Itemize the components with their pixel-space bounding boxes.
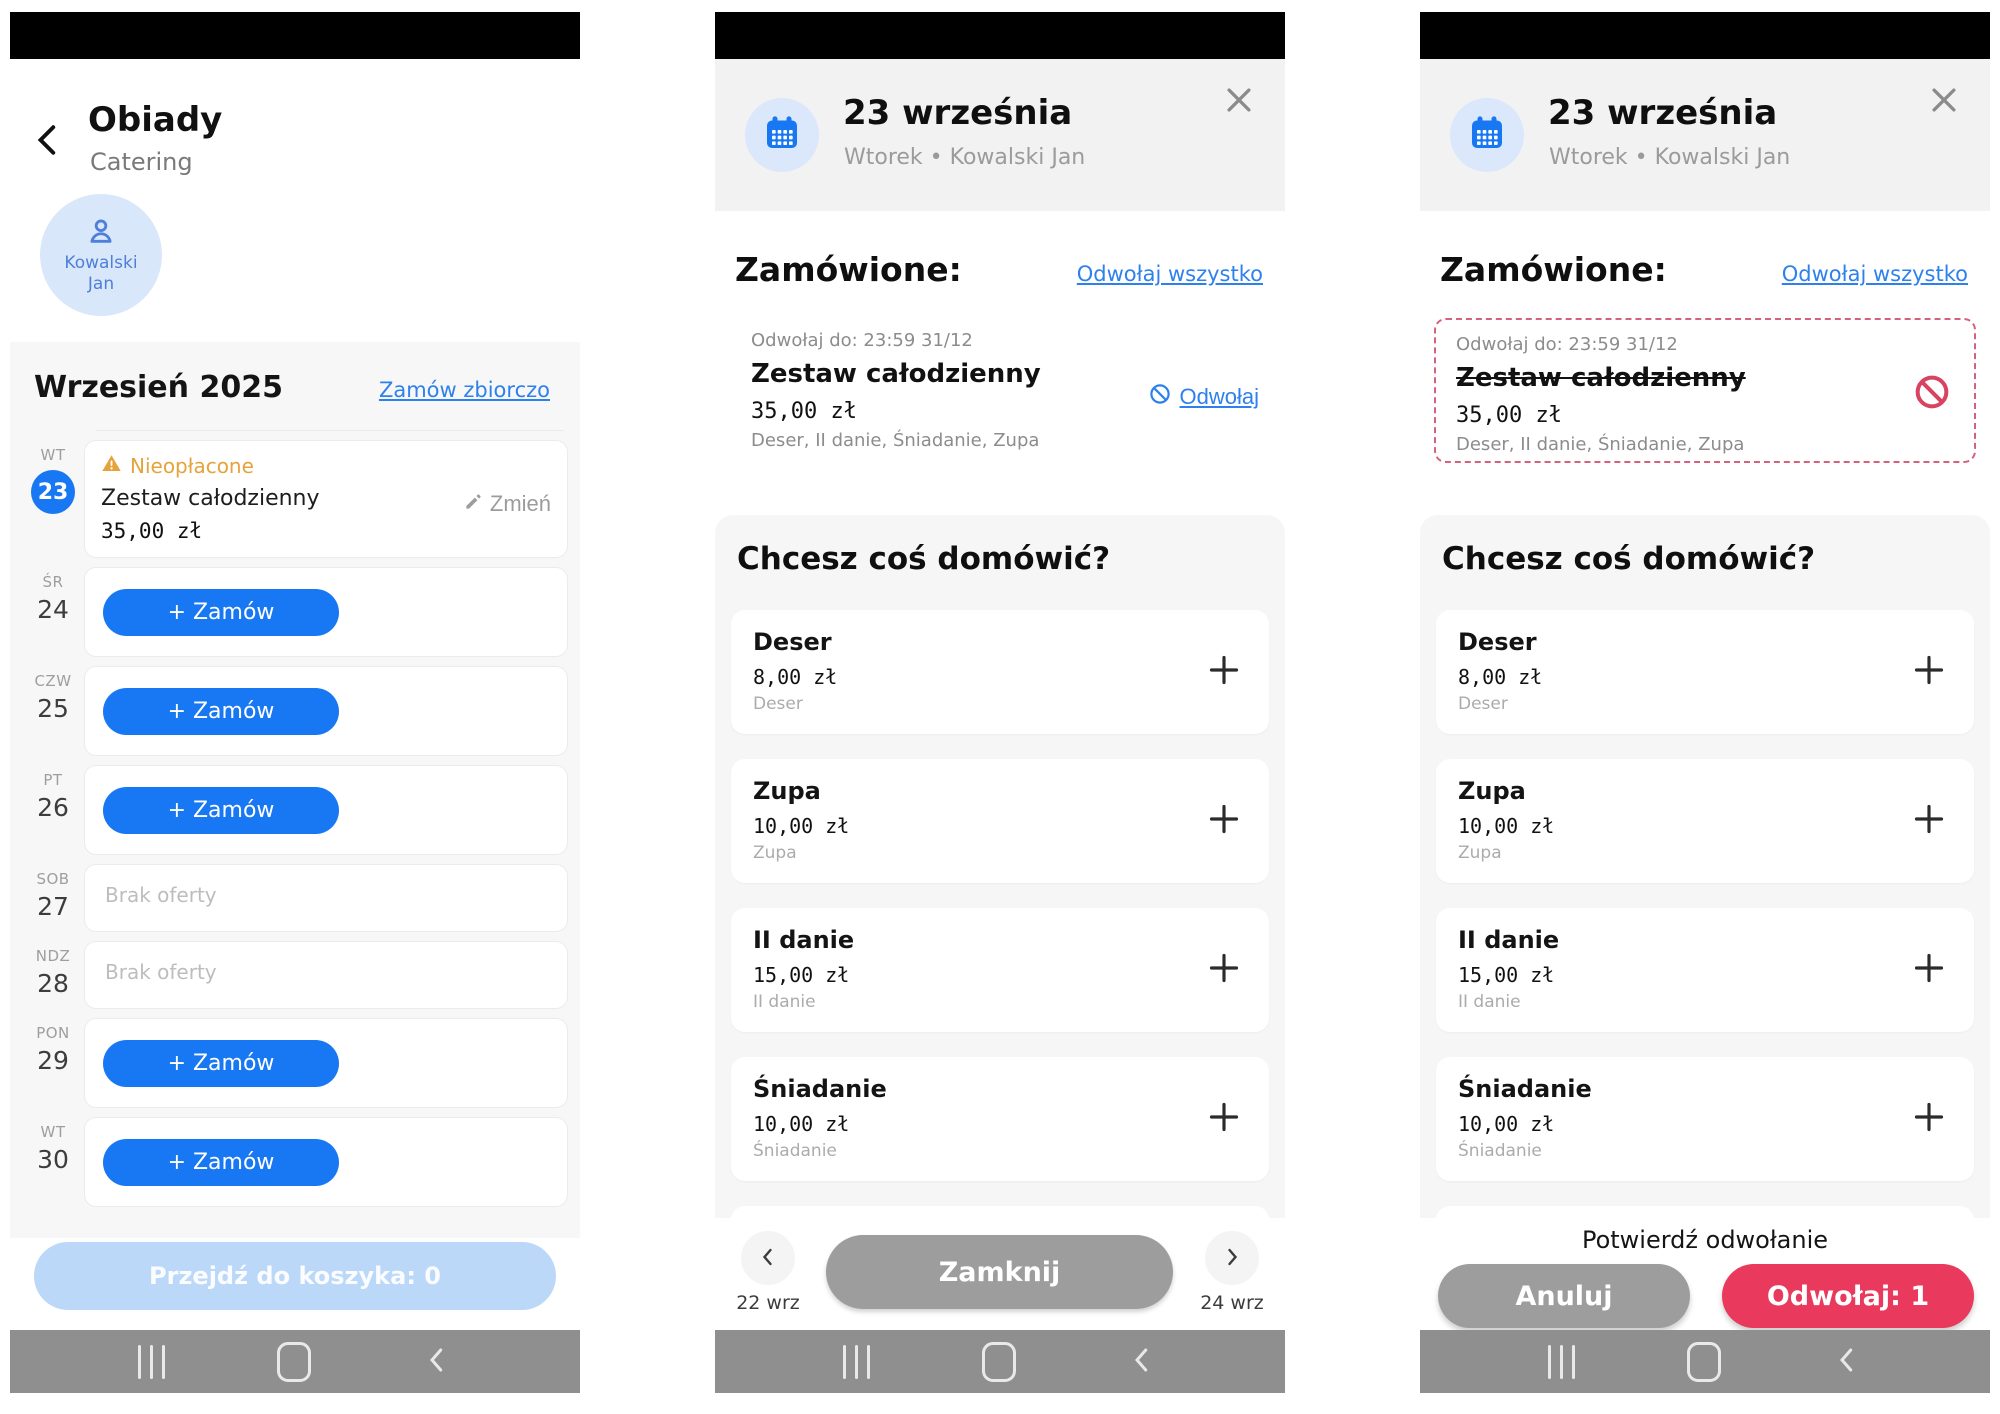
plus-icon: [1204, 827, 1244, 842]
addon-price: 15,00 zł: [1458, 963, 1555, 987]
order-day-button[interactable]: + Zamów: [103, 1040, 339, 1087]
ordered-item-price: 35,00 zł: [751, 399, 857, 424]
day-abbrev: WT: [40, 446, 66, 464]
modal-header: [1420, 59, 1990, 211]
ordered-item-contents: Deser, II danie, Śniadanie, Zupa: [1456, 434, 1745, 455]
addon-name: Zupa: [753, 777, 821, 805]
android-navbar: [10, 1330, 580, 1393]
addon-card: [1436, 610, 1974, 734]
addon-desc: II danie: [753, 992, 816, 1012]
day-abbrev: WT: [40, 1123, 66, 1141]
addon-desc: Zupa: [753, 843, 797, 863]
calendar-badge: [745, 98, 819, 172]
day-abbrev: CZW: [34, 672, 72, 690]
screen-calendar: [10, 12, 580, 1394]
cancel-all-link[interactable]: Odwołaj wszystko: [1076, 262, 1263, 286]
addon-card-partial: [731, 1206, 1269, 1218]
calendar-icon: [1467, 113, 1507, 157]
prev-day-label: 22 wrz: [736, 1292, 800, 1314]
android-navbar: [715, 1330, 1285, 1393]
addon-name: II danie: [1458, 926, 1560, 954]
status-bar: [1420, 12, 1990, 59]
addon-card: [1436, 908, 1974, 1032]
addon-desc: Zupa: [1458, 843, 1502, 863]
cancel-confirmation-button[interactable]: Anuluj: [1438, 1264, 1690, 1328]
addons-heading: Chcesz coś domówić?: [737, 541, 1111, 577]
add-addon-button[interactable]: [1201, 1095, 1247, 1141]
addon-price: 8,00 zł: [1458, 665, 1543, 689]
order-day-button[interactable]: + Zamów: [103, 589, 339, 636]
prohibition-icon: [1912, 372, 1952, 416]
addon-name: Śniadanie: [1458, 1075, 1592, 1103]
status-bar: [10, 12, 580, 59]
day-gutter: [22, 765, 84, 855]
modal-date-subtitle: Wtorek • Kowalski Jan: [1549, 145, 1791, 170]
day-gutter: [22, 864, 84, 932]
order-day-button[interactable]: + Zamów: [103, 1139, 339, 1186]
prohibition-icon: [1148, 382, 1172, 412]
avatar-name-line1: Kowalski: [64, 252, 138, 273]
addon-desc: Deser: [753, 694, 803, 714]
ordered-item-name: Zestaw całodzienny: [751, 359, 1041, 389]
page-subtitle: Catering: [90, 148, 193, 176]
prev-day-button[interactable]: [741, 1231, 795, 1285]
day-row: [22, 440, 568, 558]
addons-heading: Chcesz coś domówić?: [1442, 541, 1816, 577]
day-abbrev: SOB: [36, 870, 70, 888]
recents-icon[interactable]: [843, 1345, 870, 1379]
recents-icon[interactable]: [138, 1345, 165, 1379]
day-number-selected: 23: [31, 470, 75, 514]
day-card: [84, 1018, 568, 1108]
addon-price: 10,00 zł: [1458, 814, 1555, 838]
screen-cancel-confirm: [1420, 12, 1990, 1394]
day-number: 29: [37, 1046, 69, 1075]
order-status-label: Nieopłacone: [130, 454, 254, 478]
android-back-icon[interactable]: [1127, 1343, 1157, 1381]
close-icon: [1222, 105, 1256, 120]
modal-date-title: 23 września: [843, 93, 1073, 133]
ordered-item-contents: Deser, II danie, Śniadanie, Zupa: [751, 430, 1040, 451]
next-day-label: 24 wrz: [1200, 1292, 1264, 1314]
ordered-item: [751, 330, 1135, 451]
addon-name: Deser: [753, 628, 832, 656]
cancel-all-link[interactable]: Odwołaj wszystko: [1781, 262, 1968, 286]
go-to-cart-button[interactable]: Przejdź do koszyka: 0: [34, 1242, 556, 1310]
day-gutter: [22, 1018, 84, 1108]
bulk-order-link[interactable]: Zamów zbiorczo: [378, 378, 550, 402]
plus-icon: [1909, 827, 1949, 842]
day-gutter: [22, 941, 84, 1009]
addon-card: [1436, 759, 1974, 883]
day-row: [22, 1117, 568, 1207]
change-order-label: Zmień: [489, 491, 551, 516]
addon-card: [1436, 1057, 1974, 1181]
cancel-deadline: Odwołaj do: 23:59 31/12: [751, 330, 973, 351]
addon-desc: Śniadanie: [753, 1141, 837, 1161]
cancel-deadline: Odwołaj do: 23:59 31/12: [1456, 334, 1678, 355]
add-addon-button[interactable]: [1906, 946, 1952, 992]
cancel-item-label: Odwołaj: [1179, 384, 1259, 409]
day-gutter: [22, 1117, 84, 1207]
recents-icon[interactable]: [1548, 1345, 1575, 1379]
order-card[interactable]: [84, 440, 568, 558]
addon-card: [731, 759, 1269, 883]
calendar-badge: [1450, 98, 1524, 172]
day-row: [22, 567, 568, 657]
day-card: [84, 765, 568, 855]
add-addon-button[interactable]: [1201, 648, 1247, 694]
day-gutter: [22, 666, 84, 756]
day-row: [22, 941, 568, 1009]
addon-card: [731, 1057, 1269, 1181]
addon-price: 10,00 zł: [753, 1112, 850, 1136]
day-number: 24: [37, 595, 69, 624]
ordered-heading: Zamówione:: [1440, 250, 1667, 289]
day-list: [22, 440, 568, 1216]
add-addon-button[interactable]: [1906, 797, 1952, 843]
avatar-name-line2: Jan: [87, 274, 115, 294]
day-row: [22, 1018, 568, 1108]
order-item-name: Zestaw całodzienny: [101, 486, 320, 511]
plus-icon: [1204, 1125, 1244, 1140]
android-back-icon[interactable]: [1832, 1343, 1862, 1381]
no-offer-card: Brak oferty: [84, 864, 568, 932]
next-day-button[interactable]: [1205, 1231, 1259, 1285]
day-row: [22, 864, 568, 932]
addons-panel: [715, 515, 1285, 1218]
modal-date-subtitle: Wtorek • Kowalski Jan: [844, 145, 1086, 170]
addon-price: 10,00 zł: [1458, 1112, 1555, 1136]
no-offer-card: Brak oferty: [84, 941, 568, 1009]
home-icon[interactable]: [277, 1342, 311, 1382]
plus-icon: [1909, 678, 1949, 693]
ordered-item-marked-for-cancel: [1434, 318, 1976, 463]
back-chevron-icon: [30, 149, 66, 164]
warning-icon: [101, 453, 122, 479]
addon-card-partial: [1436, 1206, 1974, 1218]
home-icon[interactable]: [982, 1342, 1016, 1382]
close-modal-button[interactable]: Zamknij: [826, 1235, 1173, 1309]
order-day-button[interactable]: + Zamów: [103, 787, 339, 834]
cancel-item-link[interactable]: [1148, 382, 1259, 412]
back-button[interactable]: [28, 118, 68, 164]
day-number: 25: [37, 694, 69, 723]
person-icon: [84, 215, 118, 253]
day-number: 30: [37, 1145, 69, 1174]
addon-card: [731, 908, 1269, 1032]
change-order-button[interactable]: [464, 491, 551, 517]
day-abbrev: NDZ: [35, 947, 71, 965]
chevron-right-icon: [1220, 1245, 1244, 1272]
android-back-icon[interactable]: [422, 1343, 452, 1381]
user-avatar[interactable]: [40, 194, 162, 316]
order-item-price: 35,00 zł: [101, 519, 203, 543]
addon-desc: Deser: [1458, 694, 1508, 714]
divider: [96, 430, 564, 431]
addon-price: 15,00 zł: [753, 963, 850, 987]
close-button[interactable]: [1217, 79, 1261, 123]
ordered-item-name-struck: Zestaw całodzienny: [1456, 363, 1746, 393]
day-abbrev: PON: [36, 1024, 70, 1042]
day-row: [22, 765, 568, 855]
addons-panel: [1420, 515, 1990, 1218]
modal-header: [715, 59, 1285, 211]
day-abbrev: ŚR: [42, 573, 64, 591]
add-addon-button[interactable]: [1201, 946, 1247, 992]
addon-name: Śniadanie: [753, 1075, 887, 1103]
addon-card: [731, 610, 1269, 734]
day-number: 28: [37, 969, 69, 998]
ordered-item-price: 35,00 zł: [1456, 403, 1562, 428]
close-icon: [1927, 105, 1961, 120]
addon-price: 10,00 zł: [753, 814, 850, 838]
close-button[interactable]: [1922, 79, 1966, 123]
day-gutter: [22, 440, 84, 558]
add-addon-button[interactable]: [1906, 1095, 1952, 1141]
confirm-cancel-button[interactable]: Odwołaj: 1: [1722, 1264, 1974, 1328]
addon-list: [731, 610, 1269, 1218]
home-icon[interactable]: [1687, 1342, 1721, 1382]
ordered-heading: Zamówione:: [735, 250, 962, 289]
day-number: 27: [37, 892, 69, 921]
calendar-icon: [762, 113, 802, 157]
order-day-button[interactable]: + Zamów: [103, 688, 339, 735]
page-title: Obiady: [88, 100, 223, 140]
plus-icon: [1204, 678, 1244, 693]
addon-price: 8,00 zł: [753, 665, 838, 689]
add-addon-button[interactable]: [1906, 648, 1952, 694]
addon-name: II danie: [753, 926, 855, 954]
day-card: [84, 666, 568, 756]
confirm-cancel-text: Potwierdź odwołanie: [1581, 1226, 1829, 1254]
plus-icon: [1204, 976, 1244, 991]
screen-day-modal: [715, 12, 1285, 1394]
modal-date-title: 23 września: [1548, 93, 1778, 133]
pencil-icon: [464, 491, 483, 517]
add-addon-button[interactable]: [1201, 797, 1247, 843]
day-gutter: [22, 567, 84, 657]
addon-name: Zupa: [1458, 777, 1526, 805]
day-card: [84, 567, 568, 657]
addon-name: Deser: [1458, 628, 1537, 656]
plus-icon: [1909, 1125, 1949, 1140]
day-card: [84, 1117, 568, 1207]
chevron-left-icon: [756, 1245, 780, 1272]
addon-desc: Śniadanie: [1458, 1141, 1542, 1161]
month-title: Wrzesień 2025: [34, 370, 283, 405]
day-row: [22, 666, 568, 756]
month-section: [10, 342, 580, 1238]
addon-list: [1436, 610, 1974, 1218]
status-bar: [715, 12, 1285, 59]
order-status: [101, 453, 551, 479]
addon-desc: II danie: [1458, 992, 1521, 1012]
android-navbar: [1420, 1330, 1990, 1393]
day-number: 26: [37, 793, 69, 822]
plus-icon: [1909, 976, 1949, 991]
day-abbrev: PT: [43, 771, 63, 789]
